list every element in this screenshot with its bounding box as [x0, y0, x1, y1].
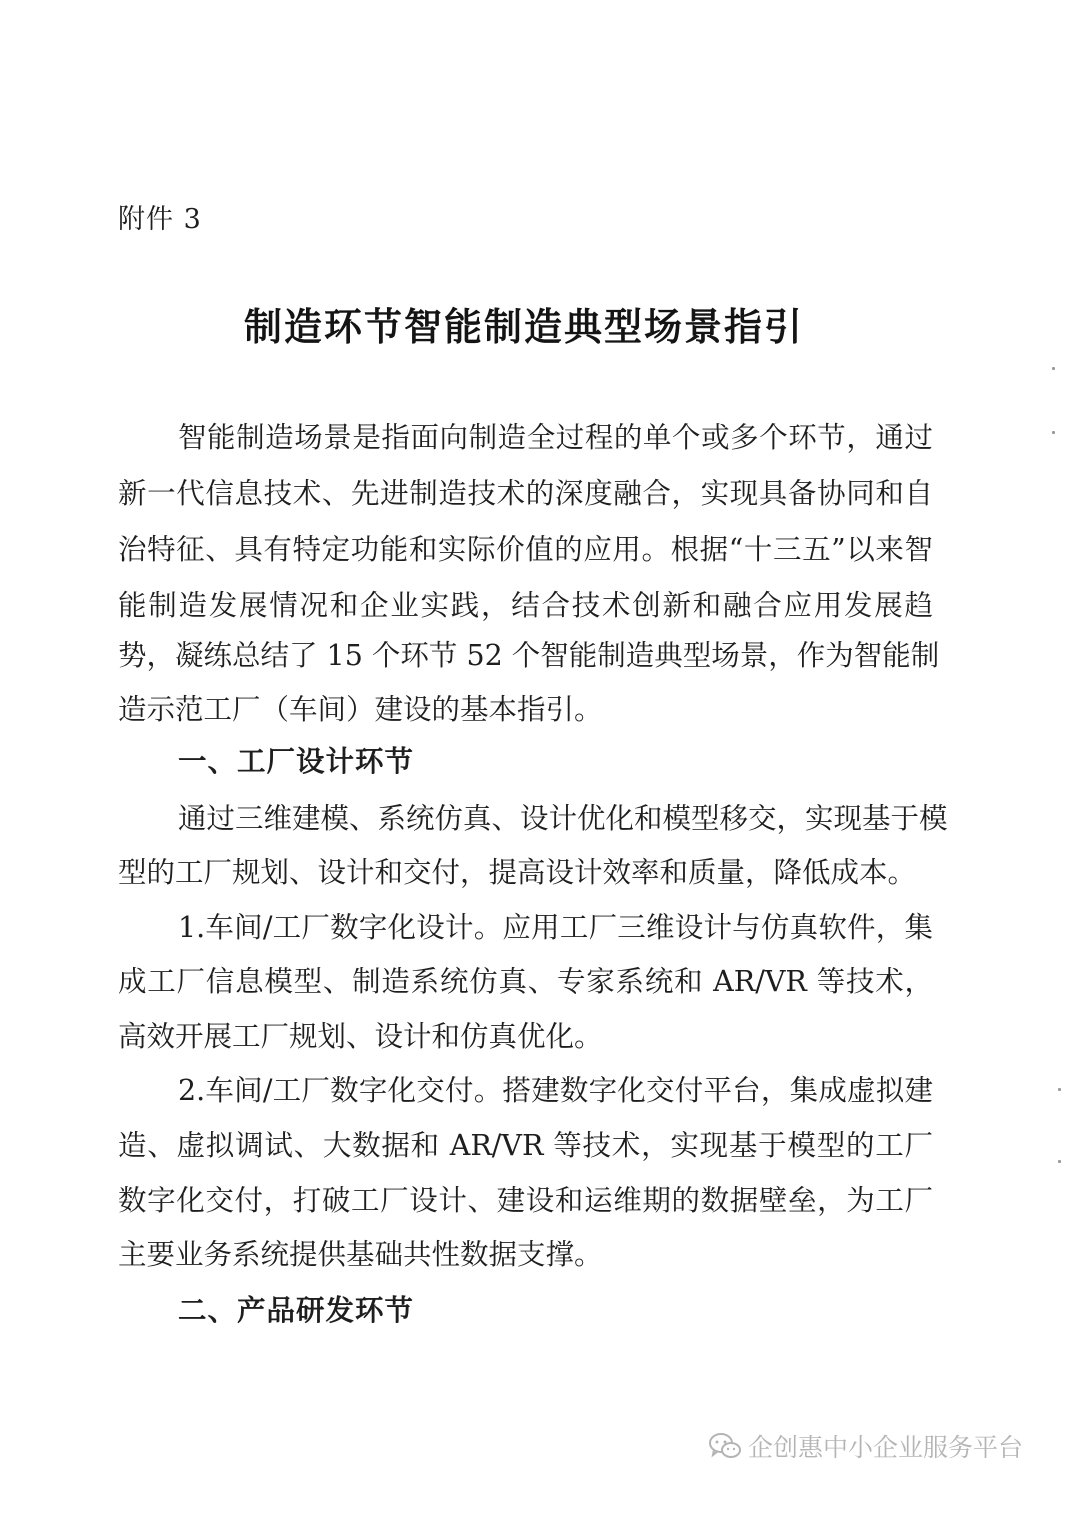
- item1-line-3: 高效开展工厂规划、设计和仿真优化。: [118, 1020, 603, 1053]
- wechat-icon: [708, 1431, 742, 1461]
- watermark-text: 企创惠中小企业服务平台: [748, 1433, 1024, 1462]
- item2-line-4: 主要业务系统提供基础共性数据支撑。: [118, 1238, 603, 1271]
- section1-summary-line-1: 通过三维建模、系统仿真、设计优化和模型移交，实现基于模: [178, 802, 948, 835]
- section1-heading: 一、工厂设计环节: [178, 745, 415, 778]
- item1-line-2: 成工厂信息模型、制造系统仿真、专家系统和 AR/VR 等技术，: [118, 965, 933, 998]
- watermark: [708, 1426, 1023, 1466]
- section2-heading: 二、产品研发环节: [178, 1294, 415, 1327]
- item2-line-2: 造、虚拟调试、大数据和 AR/VR 等技术，实现基于模型的工厂: [118, 1129, 933, 1162]
- intro-line-1: 智能制造场景是指面向制造全过程的单个或多个环节，通过: [178, 421, 933, 454]
- scan-speck: [1058, 1088, 1061, 1091]
- intro-line-3: 治特征、具有特定功能和实际价值的应用。根据“十三五”以来智: [118, 533, 933, 566]
- intro-line-2: 新一代信息技术、先进制造技术的深度融合，实现具备协同和自: [118, 477, 933, 510]
- scan-speck: [1052, 367, 1055, 370]
- document-title: 制造环节智能制造典型场景指引: [243, 305, 804, 349]
- intro-line-4: 能制造发展情况和企业实践，结合技术创新和融合应用发展趋: [118, 589, 933, 622]
- item2-line-1: 2.车间/工厂数字化交付。搭建数字化交付平台，集成虚拟建: [178, 1074, 933, 1107]
- scan-speck: [1052, 431, 1055, 434]
- item1-line-1: 1.车间/工厂数字化设计。应用工厂三维设计与仿真软件，集: [178, 911, 933, 944]
- section1-summary-line-2: 型的工厂规划、设计和交付，提高设计效率和质量，降低成本。: [118, 856, 917, 889]
- attachment-label: 附件 3: [118, 204, 202, 235]
- item2-line-3: 数字化交付，打破工厂设计、建设和运维期的数据壁垒，为工厂: [118, 1184, 933, 1217]
- intro-line-6: 造示范工厂（车间）建设的基本指引。: [118, 693, 603, 726]
- intro-line-5: 势，凝练总结了 15 个环节 52 个智能制造典型场景，作为智能制: [118, 639, 940, 672]
- scan-speck: [1058, 1160, 1061, 1163]
